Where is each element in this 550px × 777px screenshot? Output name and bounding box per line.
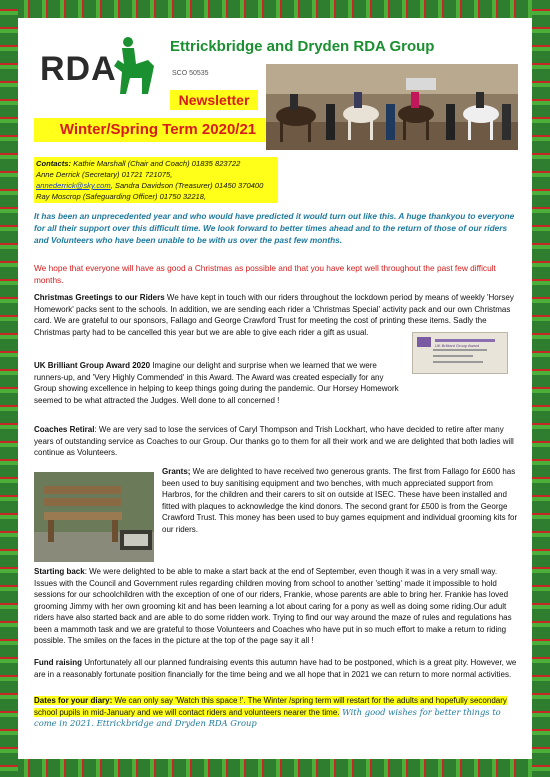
riding-arena-photo xyxy=(266,64,518,150)
diary-section xyxy=(34,695,522,730)
contact-secretary: Anne Derrick (Secretary) 01721 721075, xyxy=(36,170,173,179)
christmas-wishes: We hope that everyone will have as good a Christmas as possible and that you have kept well throughout the past few difficult months. xyxy=(34,263,496,285)
diary-heading: Dates for your diary: xyxy=(34,696,113,705)
contact-treasurer: , Sandra Davidson (Treasurer) 01450 370400 xyxy=(110,181,264,190)
horse-rider-icon xyxy=(108,36,158,96)
diary-body: We can only say 'Watch this space !'. The Winter /spring term will restart for the adults and hopefully secondary school pupils in mid-January and we will contact riders and volunteers nearer the time. xyxy=(34,696,507,717)
closing-message: With good wishes for better things to come in 2021. Ettrickbridge and Dryden RDA Group xyxy=(34,706,501,728)
award-certificate-photo xyxy=(412,332,508,374)
starting-back-section xyxy=(34,566,522,647)
contact-safeguarding: Ray Moscrop (Safeguarding Officer) 01750 32218, xyxy=(36,192,207,201)
certificate-label: UK Brilliant Group Award xyxy=(435,343,480,348)
charity-number: SCO 50535 xyxy=(172,70,209,77)
contacts-box xyxy=(34,157,278,203)
term-label: Winter/Spring Term 2020/21 xyxy=(34,118,282,142)
christmas-body: We have kept in touch with our riders throughout the lockdown period by means of weekly 'Horsey Homework' packs sent to the schools. In addition, we are sending each rider a 'Christmas Special' activity pack and our own Christmas card. We are grateful to our sponsors, Fallago and George Crawford Trust for meeting the cost of printing these items. Sadly the Christmas party had to be cancelled this year but we are able to give each rider a gift as usual. xyxy=(34,293,514,337)
fund-body: Unfortunately all our planned fundraising events this autumn have had to be postponed, which is a great pity. However, we are in a reasonably fortunate position financially for the time being and we all hope that in 2021 we can return to more normal activities. xyxy=(34,658,517,679)
christmas-heading: Christmas Greetings to our Riders xyxy=(34,293,165,302)
secretary-email-link[interactable]: annederrick@sky.com xyxy=(36,181,111,190)
award-body: Imagine our delight and surprise when we learned that we were runners-up, and 'Very Highly Commended' in this Award. The Award was created especially for any Group showing excellence in helping to keep things going during the pandemic. Our Horsey Homework seemed to be what attracted the Judges. Well done to all concerned ! xyxy=(34,361,399,405)
rda-logo xyxy=(40,36,158,98)
group-title: Ettrickbridge and Dryden RDA Group xyxy=(170,38,435,55)
award-section xyxy=(34,360,404,406)
starting-body: : We were delighted to be able to make a start back at the end of September, even though it was in a very small way. Issues with the Council and Government rules regarding children moving from school to another 'setting' made it impossible to hold sessions for our schoolchildren with the exception of one of our riders, Frankie, whose parents are able to bring her. Frankie has loved grooming Jimmy with her own grooming kit and has been learning a lot about caring for a pony as well as doing some riding.Our adult riders have also started back and are able to do some ridden work. Trying to find our way around the maze of rules and regulations has been a mammoth task and we are grateful to those Volunteers and Coaches who have put in so much effort to make a return to riding possible. The smiles on the faces in the picture at the top of the page say it all ! xyxy=(34,567,512,645)
coaches-body: : We are very sad to lose the services of Caryl Thompson and Trish Lockhart, who have decided to retire after many years of outstanding service as Coaches to our Group. Our thanks go to them for all their work and we are delighted that both ladies will continue as Volunteers. xyxy=(34,425,514,457)
holly-border-bottom xyxy=(0,759,550,777)
fund-heading: Fund raising xyxy=(34,658,82,667)
contacts-label: Contacts: xyxy=(36,159,72,168)
holly-border-top xyxy=(0,0,550,18)
fundraising-section xyxy=(34,657,522,680)
holly-border-left xyxy=(0,0,18,777)
grants-section xyxy=(162,466,522,535)
bench-photo xyxy=(34,472,154,562)
contact-chair: Kathie Marshall (Chair and Coach) 01835 823722 xyxy=(73,159,241,168)
intro-message: It has been an unprecedented year and who would have predicted it would turn out like this. A huge thankyou to everyone for all their support over this difficult time. We look forward to better times ahead and to the return of those of our riders and Volunteers who have been unable to be with us over the past few months. xyxy=(34,211,515,245)
starting-heading: Starting back xyxy=(34,567,85,576)
newsletter-label: Newsletter xyxy=(170,90,258,110)
grants-heading: Grants; xyxy=(162,467,191,476)
coaches-heading: Coaches Retiral xyxy=(34,425,95,434)
award-heading: UK Brilliant Group Award 2020 xyxy=(34,361,151,370)
grants-body: We are delighted to have received two generous grants. The first from Fallago for £600 has been used to buy sanitising equipment and two benches, with much appreciated support from Harbros, for the children and their carers to sit on outside at ISEC. These have been installed and fitted with plaques to acknowledge the kind donors. The second grant for £500 is from the George Crawford Trust. This money has been used to buy games equipment and individual grooming kits for our riders. xyxy=(162,467,518,534)
holly-border-right xyxy=(532,0,550,777)
logo-text: RDA xyxy=(40,50,117,88)
coaches-section xyxy=(34,424,522,459)
